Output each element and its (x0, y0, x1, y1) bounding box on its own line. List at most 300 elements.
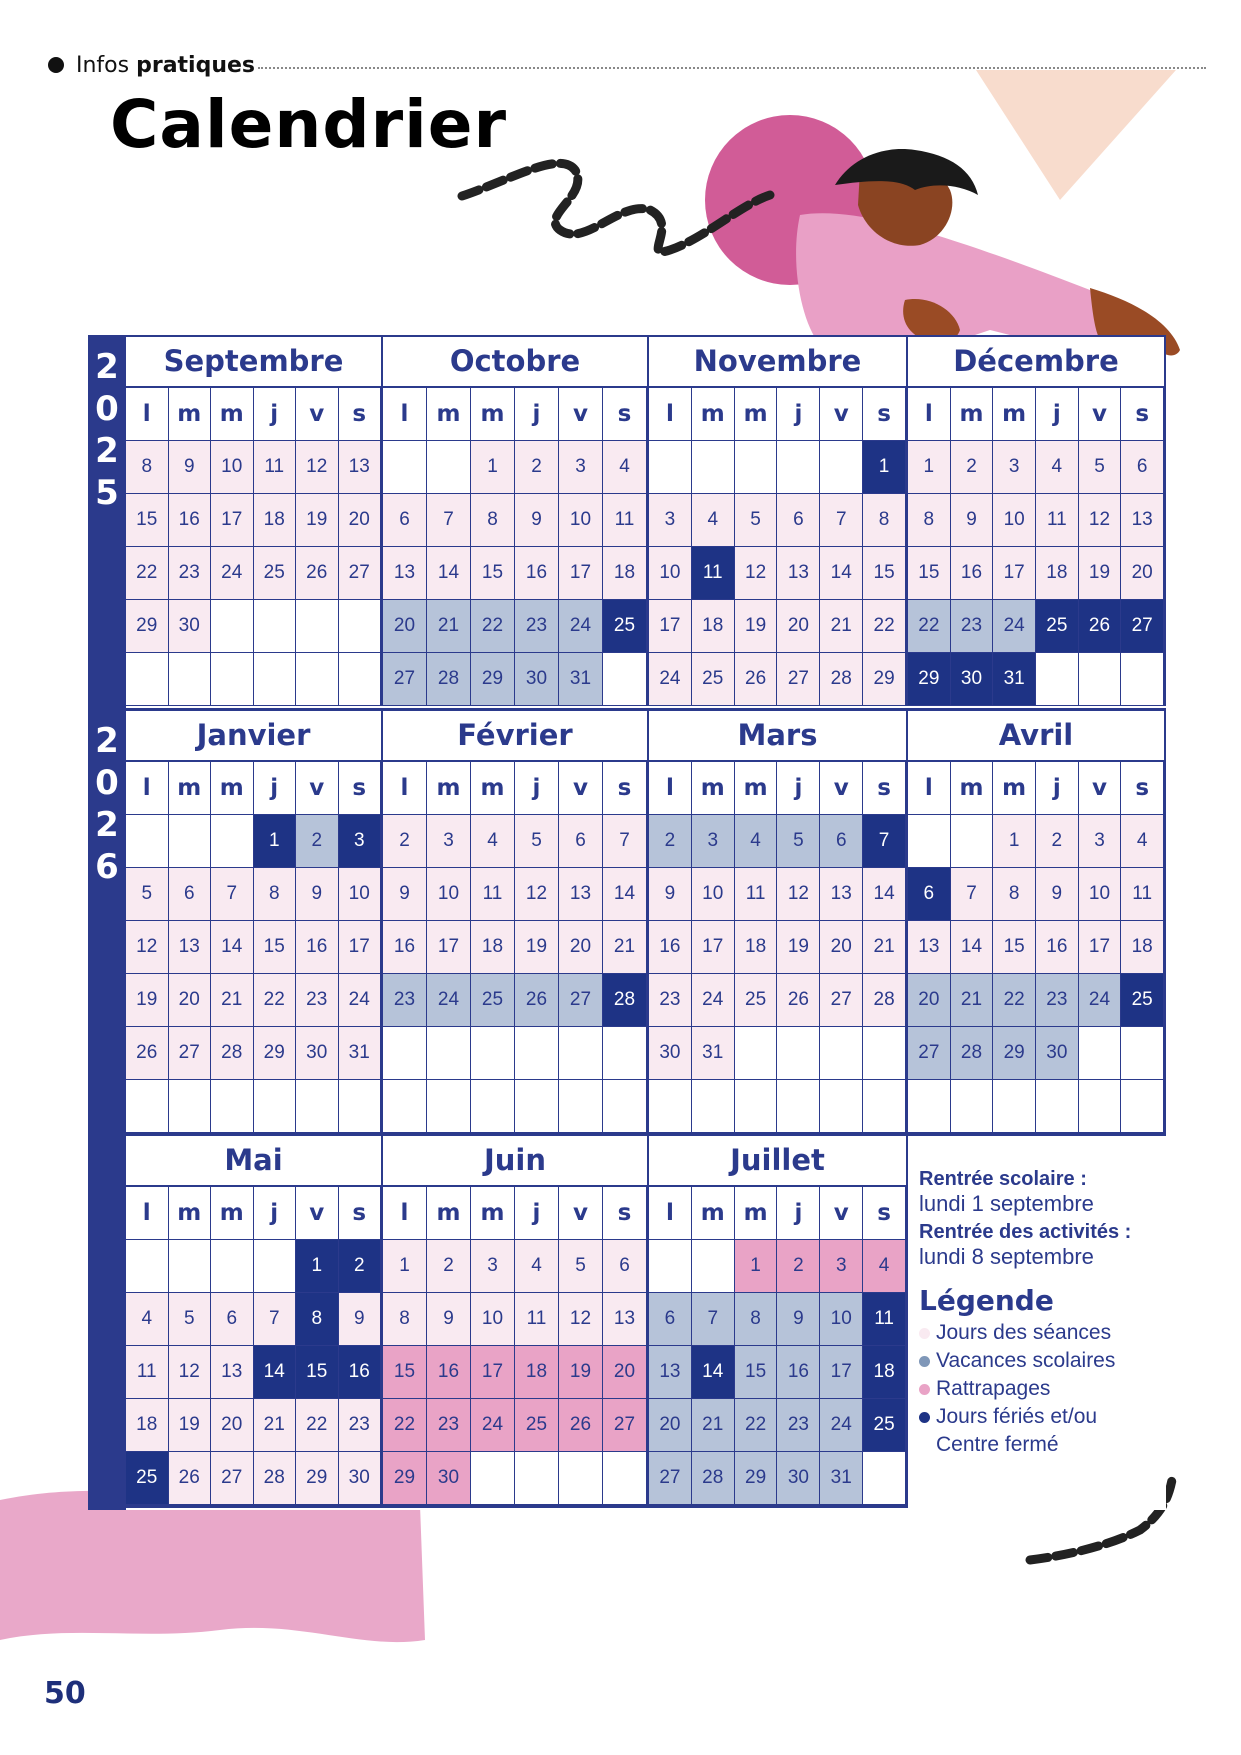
day-cell: 14 (211, 921, 254, 974)
day-cell: 29 (735, 1452, 778, 1505)
section-label-bold: pratiques (136, 52, 256, 78)
weekday-header: v (1079, 762, 1122, 815)
day-cell: 1 (254, 815, 297, 868)
day-cell (427, 1027, 471, 1080)
weekday-header: s (339, 762, 382, 815)
pink-wave-shape (0, 1491, 425, 1642)
month-days-grid (649, 1187, 906, 1505)
day-cell: 30 (339, 1452, 382, 1505)
day-cell (1036, 653, 1079, 706)
legend-item (919, 1347, 1159, 1375)
day-cell: 23 (169, 547, 212, 600)
year-label-2026 (88, 710, 126, 1510)
day-cell: 24 (1079, 974, 1122, 1027)
day-cell: 30 (427, 1452, 471, 1505)
day-cell: 21 (820, 600, 863, 653)
day-cell: 21 (692, 1399, 735, 1452)
day-cell: 7 (692, 1293, 735, 1346)
day-cell: 8 (126, 441, 169, 494)
day-cell (1036, 1080, 1079, 1133)
day-cell: 24 (559, 600, 603, 653)
day-cell (254, 1080, 297, 1133)
day-cell: 24 (211, 547, 254, 600)
year-digit: 0 (95, 763, 119, 803)
day-cell: 22 (296, 1399, 339, 1452)
info-legend-panel (919, 1168, 1159, 1459)
weekday-header: l (908, 762, 951, 815)
day-cell: 9 (383, 868, 427, 921)
day-cell: 18 (471, 921, 515, 974)
weekday-header: m (211, 388, 254, 441)
day-cell (169, 815, 212, 868)
day-cell: 21 (427, 600, 471, 653)
day-cell: 6 (908, 868, 951, 921)
day-cell (211, 1240, 254, 1293)
day-cell (126, 1240, 169, 1293)
weekday-header: m (427, 1187, 471, 1240)
day-cell: 19 (515, 921, 559, 974)
day-cell: 30 (169, 600, 212, 653)
day-cell: 20 (649, 1399, 692, 1452)
day-cell (649, 1240, 692, 1293)
day-cell: 19 (169, 1399, 212, 1452)
day-cell: 1 (863, 441, 906, 494)
day-cell: 18 (515, 1346, 559, 1399)
day-cell: 26 (515, 974, 559, 1027)
calendar-top-border (88, 335, 1166, 337)
day-cell (211, 815, 254, 868)
day-cell: 24 (993, 600, 1036, 653)
day-cell: 27 (908, 1027, 951, 1080)
day-cell: 14 (427, 547, 471, 600)
day-cell (383, 1027, 427, 1080)
day-cell: 1 (908, 441, 951, 494)
day-cell: 8 (863, 494, 906, 547)
year-digit: 6 (95, 847, 119, 887)
day-cell: 9 (1036, 868, 1079, 921)
day-cell: 25 (471, 974, 515, 1027)
day-cell: 17 (993, 547, 1036, 600)
day-cell: 29 (863, 653, 906, 706)
day-cell: 7 (951, 868, 994, 921)
day-cell: 15 (296, 1346, 339, 1399)
day-cell: 27 (559, 974, 603, 1027)
weekday-header: l (649, 388, 692, 441)
legend-title: Légende (919, 1284, 1054, 1317)
legend-swatch-icon (919, 1412, 930, 1423)
day-cell: 22 (908, 600, 951, 653)
day-cell: 17 (339, 921, 382, 974)
day-cell: 4 (735, 815, 778, 868)
section-header (48, 50, 255, 80)
header-dotted-divider (258, 67, 1206, 69)
day-cell: 13 (211, 1346, 254, 1399)
day-cell: 20 (908, 974, 951, 1027)
day-cell: 5 (735, 494, 778, 547)
month-block (126, 336, 383, 706)
weekday-header: m (735, 388, 778, 441)
day-cell: 1 (993, 815, 1036, 868)
day-cell (296, 653, 339, 706)
weekday-header: j (254, 762, 297, 815)
day-cell: 3 (339, 815, 382, 868)
weekday-header: s (863, 388, 906, 441)
day-cell: 10 (649, 547, 692, 600)
day-cell: 27 (339, 547, 382, 600)
day-cell: 29 (126, 600, 169, 653)
weekday-header: s (603, 1187, 647, 1240)
legend-swatch-icon (919, 1384, 930, 1395)
day-cell: 22 (383, 1399, 427, 1452)
day-cell: 19 (126, 974, 169, 1027)
day-cell: 3 (471, 1240, 515, 1293)
year-separator (88, 708, 1166, 711)
day-cell: 4 (863, 1240, 906, 1293)
weekday-header: m (471, 388, 515, 441)
day-cell: 18 (735, 921, 778, 974)
day-cell: 25 (254, 547, 297, 600)
day-cell (735, 1080, 778, 1133)
weekday-header: l (126, 1187, 169, 1240)
day-cell: 27 (649, 1452, 692, 1505)
weekday-header: l (126, 388, 169, 441)
day-cell: 19 (296, 494, 339, 547)
day-cell: 2 (339, 1240, 382, 1293)
day-cell: 6 (777, 494, 820, 547)
day-cell: 4 (603, 441, 647, 494)
legend-item-label: Rattrapages (936, 1377, 1051, 1400)
day-cell: 13 (820, 868, 863, 921)
day-cell: 4 (692, 494, 735, 547)
month-block (126, 1135, 383, 1505)
day-cell: 28 (820, 653, 863, 706)
weekday-header: v (296, 762, 339, 815)
day-cell (908, 1080, 951, 1133)
legend-item (919, 1375, 1159, 1403)
day-cell: 29 (296, 1452, 339, 1505)
day-cell: 9 (169, 441, 212, 494)
day-cell: 9 (427, 1293, 471, 1346)
month-block (126, 710, 383, 1133)
day-cell: 2 (1036, 815, 1079, 868)
day-cell: 13 (383, 547, 427, 600)
day-cell: 8 (383, 1293, 427, 1346)
weekday-header: m (169, 762, 212, 815)
weekday-header: v (820, 388, 863, 441)
weekday-header: m (471, 762, 515, 815)
day-cell: 28 (603, 974, 647, 1027)
day-cell: 11 (471, 868, 515, 921)
day-cell: 11 (692, 547, 735, 600)
day-cell: 21 (254, 1399, 297, 1452)
weekday-header: s (603, 388, 647, 441)
calendar-bottom-border (88, 1505, 908, 1508)
day-cell (169, 1240, 212, 1293)
day-cell: 16 (339, 1346, 382, 1399)
year-digit: 2 (95, 431, 119, 471)
day-cell: 25 (1121, 974, 1164, 1027)
day-cell: 12 (735, 547, 778, 600)
day-cell: 10 (1079, 868, 1122, 921)
day-cell (339, 600, 382, 653)
page-title: Calendrier (110, 86, 508, 163)
day-cell: 10 (559, 494, 603, 547)
month-name: Septembre (126, 336, 381, 388)
rentree-activites-date: lundi 8 septembre (919, 1244, 1094, 1269)
weekday-header: m (993, 388, 1036, 441)
day-cell: 31 (692, 1027, 735, 1080)
day-cell: 30 (777, 1452, 820, 1505)
day-cell (515, 1452, 559, 1505)
year-digit: 5 (95, 473, 119, 513)
day-cell: 16 (649, 921, 692, 974)
day-cell: 6 (383, 494, 427, 547)
day-cell: 30 (649, 1027, 692, 1080)
day-cell: 11 (254, 441, 297, 494)
day-cell: 18 (126, 1399, 169, 1452)
day-cell: 7 (427, 494, 471, 547)
day-cell: 14 (692, 1346, 735, 1399)
day-cell: 16 (515, 547, 559, 600)
day-cell: 16 (1036, 921, 1079, 974)
day-cell: 21 (863, 921, 906, 974)
day-cell: 17 (649, 600, 692, 653)
day-cell: 3 (649, 494, 692, 547)
day-cell: 10 (993, 494, 1036, 547)
day-cell: 27 (777, 653, 820, 706)
day-cell: 25 (603, 600, 647, 653)
day-cell (471, 1027, 515, 1080)
day-cell: 17 (211, 494, 254, 547)
weekday-header: v (296, 388, 339, 441)
month-block (649, 336, 908, 706)
day-cell: 9 (296, 868, 339, 921)
day-cell: 11 (1121, 868, 1164, 921)
day-cell: 24 (339, 974, 382, 1027)
day-cell (863, 1452, 906, 1505)
day-cell: 24 (649, 653, 692, 706)
section-label (76, 53, 255, 78)
day-cell: 18 (1121, 921, 1164, 974)
day-cell (296, 1080, 339, 1133)
weekday-header: m (169, 1187, 212, 1240)
day-cell (777, 441, 820, 494)
day-cell: 6 (1121, 441, 1164, 494)
weekday-header: v (559, 388, 603, 441)
month-name: Janvier (126, 710, 381, 762)
day-cell: 13 (1121, 494, 1164, 547)
day-cell: 15 (126, 494, 169, 547)
day-cell: 23 (777, 1399, 820, 1452)
day-cell: 17 (559, 547, 603, 600)
day-cell (1079, 653, 1122, 706)
year-digit: 2 (95, 805, 119, 845)
weekday-header: j (777, 762, 820, 815)
day-cell: 18 (863, 1346, 906, 1399)
day-cell: 22 (735, 1399, 778, 1452)
weekday-header: m (211, 1187, 254, 1240)
day-cell: 4 (471, 815, 515, 868)
day-cell: 21 (211, 974, 254, 1027)
day-cell (1121, 1027, 1164, 1080)
day-cell: 11 (863, 1293, 906, 1346)
day-cell: 6 (211, 1293, 254, 1346)
day-cell: 12 (777, 868, 820, 921)
day-cell: 27 (211, 1452, 254, 1505)
day-cell: 23 (951, 600, 994, 653)
month-name: Mai (126, 1135, 381, 1187)
year-label-2025 (88, 336, 126, 710)
weekday-header: m (427, 762, 471, 815)
day-cell: 20 (169, 974, 212, 1027)
month-name: Juin (383, 1135, 647, 1187)
day-cell (1121, 653, 1164, 706)
day-cell: 27 (383, 653, 427, 706)
year-digit: 2 (95, 347, 119, 387)
weekday-header: m (211, 762, 254, 815)
day-cell: 15 (383, 1346, 427, 1399)
month-block (383, 1135, 649, 1505)
day-cell: 20 (559, 921, 603, 974)
weekday-header: m (735, 1187, 778, 1240)
day-cell (993, 1080, 1036, 1133)
weekday-header: j (777, 1187, 820, 1240)
day-cell: 2 (951, 441, 994, 494)
day-cell: 7 (211, 868, 254, 921)
day-cell (427, 1080, 471, 1133)
day-cell (820, 1080, 863, 1133)
day-cell: 25 (735, 974, 778, 1027)
day-cell: 15 (993, 921, 1036, 974)
day-cell: 6 (559, 815, 603, 868)
day-cell: 29 (383, 1452, 427, 1505)
day-cell: 5 (1079, 441, 1122, 494)
month-name: Octobre (383, 336, 647, 388)
weekday-header: m (169, 388, 212, 441)
month-name: Avril (908, 710, 1164, 762)
day-cell (863, 1080, 906, 1133)
day-cell: 17 (1079, 921, 1122, 974)
day-cell: 20 (1121, 547, 1164, 600)
weekday-header: v (820, 762, 863, 815)
day-cell (820, 1027, 863, 1080)
weekday-header: j (777, 388, 820, 441)
day-cell: 10 (339, 868, 382, 921)
day-cell: 26 (559, 1399, 603, 1452)
legend-swatch-icon (919, 1356, 930, 1367)
day-cell: 2 (427, 1240, 471, 1293)
day-cell (126, 653, 169, 706)
day-cell: 25 (126, 1452, 169, 1505)
day-cell (603, 1080, 647, 1133)
weekday-header: s (1121, 388, 1164, 441)
day-cell (603, 1027, 647, 1080)
day-cell: 30 (951, 653, 994, 706)
day-cell (169, 653, 212, 706)
weekday-header: s (339, 388, 382, 441)
day-cell: 6 (169, 868, 212, 921)
day-cell: 26 (777, 974, 820, 1027)
day-cell: 15 (908, 547, 951, 600)
day-cell (1121, 1080, 1164, 1133)
day-cell: 31 (820, 1452, 863, 1505)
day-cell: 20 (777, 600, 820, 653)
day-cell: 12 (559, 1293, 603, 1346)
day-cell (211, 1080, 254, 1133)
rentree-activites-label: Rentrée des activités : (919, 1221, 1132, 1243)
day-cell (559, 1027, 603, 1080)
day-cell: 14 (820, 547, 863, 600)
month-name: Février (383, 710, 647, 762)
day-cell: 3 (993, 441, 1036, 494)
day-cell: 6 (820, 815, 863, 868)
month-days-grid (383, 388, 647, 706)
day-cell: 6 (649, 1293, 692, 1346)
day-cell: 19 (777, 921, 820, 974)
day-cell (1079, 1080, 1122, 1133)
day-cell: 26 (169, 1452, 212, 1505)
day-cell: 28 (863, 974, 906, 1027)
day-cell: 19 (559, 1346, 603, 1399)
day-cell: 16 (777, 1346, 820, 1399)
day-cell: 2 (383, 815, 427, 868)
day-cell: 1 (735, 1240, 778, 1293)
day-cell (908, 815, 951, 868)
day-cell: 5 (515, 815, 559, 868)
weekday-header: m (692, 388, 735, 441)
day-cell: 20 (383, 600, 427, 653)
day-cell: 18 (692, 600, 735, 653)
day-cell: 5 (126, 868, 169, 921)
day-cell (254, 653, 297, 706)
day-cell (649, 1080, 692, 1133)
day-cell: 23 (649, 974, 692, 1027)
day-cell (951, 1080, 994, 1133)
day-cell: 9 (777, 1293, 820, 1346)
day-cell: 24 (471, 1399, 515, 1452)
day-cell: 11 (515, 1293, 559, 1346)
day-cell: 29 (993, 1027, 1036, 1080)
day-cell: 12 (169, 1346, 212, 1399)
day-cell: 21 (951, 974, 994, 1027)
day-cell: 31 (339, 1027, 382, 1080)
weekday-header: j (515, 762, 559, 815)
weekday-header: v (296, 1187, 339, 1240)
day-cell: 14 (254, 1346, 297, 1399)
day-cell: 3 (427, 815, 471, 868)
day-cell: 23 (1036, 974, 1079, 1027)
day-cell (559, 1452, 603, 1505)
month-days-grid (908, 388, 1164, 706)
day-cell: 24 (692, 974, 735, 1027)
day-cell: 9 (649, 868, 692, 921)
day-cell: 23 (427, 1399, 471, 1452)
day-cell (692, 1240, 735, 1293)
day-cell: 14 (863, 868, 906, 921)
day-cell: 8 (471, 494, 515, 547)
day-cell: 19 (735, 600, 778, 653)
day-cell: 11 (126, 1346, 169, 1399)
day-cell: 8 (908, 494, 951, 547)
weekday-header: v (559, 762, 603, 815)
day-cell: 23 (339, 1399, 382, 1452)
weekday-header: s (863, 762, 906, 815)
day-cell: 13 (339, 441, 382, 494)
day-cell: 25 (692, 653, 735, 706)
day-cell (211, 600, 254, 653)
weekday-header: m (692, 762, 735, 815)
day-cell: 23 (296, 974, 339, 1027)
